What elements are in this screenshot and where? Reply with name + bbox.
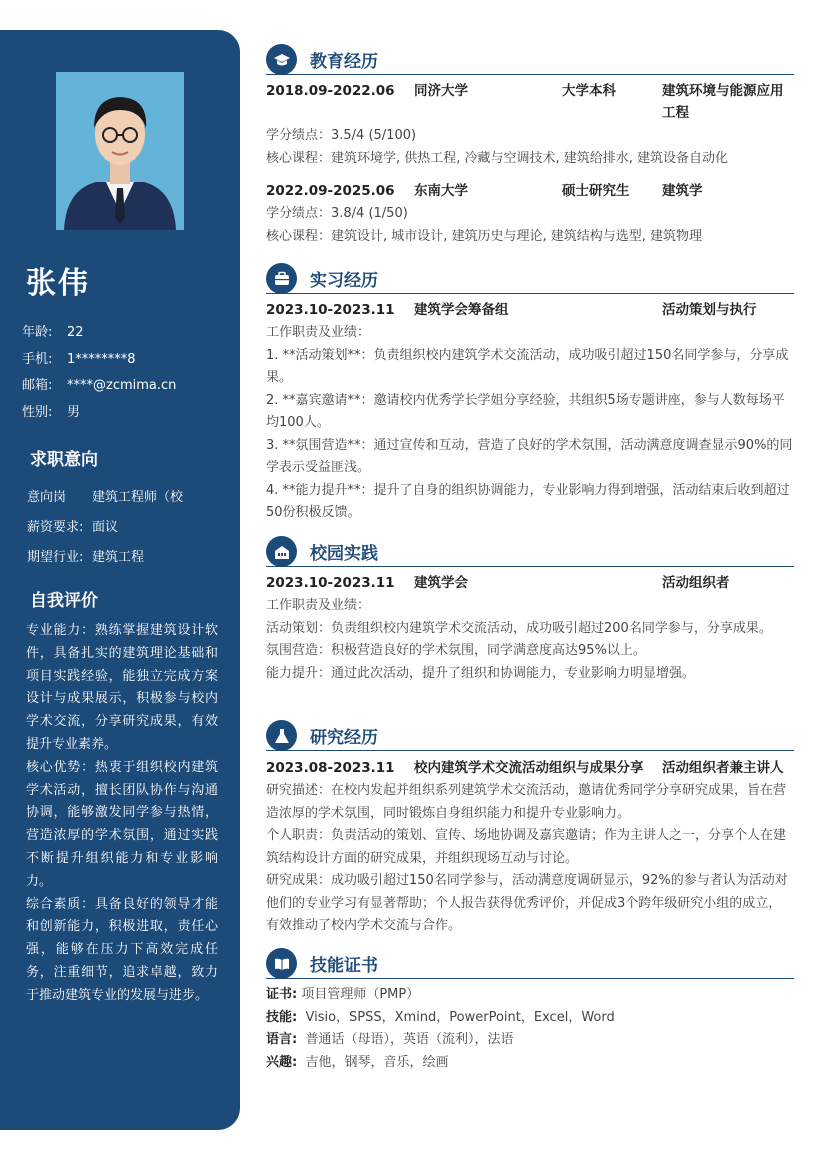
industry-row bbox=[27, 543, 183, 573]
entry-school: 同济大学 bbox=[414, 83, 468, 99]
phone-value: 1********8 bbox=[67, 351, 136, 367]
age-row bbox=[22, 320, 176, 347]
hobby-label: 兴趣: bbox=[266, 1054, 298, 1070]
briefcase-icon bbox=[266, 263, 297, 294]
detail-line: 个人职责：负责活动的策划、宣传、场地协调及嘉宾邀请；作为主讲人之一，分享个人在建筑结构设计方面的研究成果，并组织现场互动与讨论。 bbox=[266, 828, 787, 866]
cert-value: 项目管理师（PMP） bbox=[301, 987, 420, 1002]
gender-value: 男 bbox=[67, 404, 81, 420]
cert-row bbox=[266, 984, 615, 1007]
entry-major: 建筑学 bbox=[662, 183, 703, 199]
entry-date: 2023.10-2023.11 bbox=[266, 302, 395, 318]
industry-label: 期望行业: bbox=[27, 550, 84, 565]
hobby-row bbox=[266, 1052, 615, 1075]
detail-line: 1. **活动策划**：负责组织校内建筑学术交流活动，成功吸引超过150名同学参与，分享成果。 bbox=[266, 347, 789, 385]
detail-line: 4. **能力提升**：提升了自身的组织协调能力，专业影响力得到增强，活动结束后收到超过50份积极反馈。 bbox=[266, 482, 790, 520]
basic-info bbox=[22, 320, 176, 426]
campus-header bbox=[266, 534, 794, 567]
language-value: 普通话（母语），英语（流利），法语 bbox=[305, 1032, 514, 1047]
gpa-text: 学分绩点：3.8/4 (1/50) bbox=[266, 206, 408, 221]
internship-details bbox=[266, 322, 794, 525]
education-title: 教育经历 bbox=[310, 52, 378, 72]
entry-role: 活动策划与执行 bbox=[662, 302, 757, 318]
entry-role: 活动组织者兼主讲人 bbox=[662, 760, 784, 776]
age-label: 年龄: bbox=[22, 325, 53, 340]
salary-row bbox=[27, 513, 183, 543]
entry-org: 建筑学会筹备组 bbox=[414, 302, 509, 318]
position-label: 意向岗 bbox=[27, 490, 67, 505]
internship-header bbox=[266, 261, 794, 294]
research-details bbox=[266, 780, 794, 938]
campus-title: 校园实践 bbox=[310, 544, 378, 564]
courses-text: 核心课程：建筑设计, 城市设计, 建筑历史与理论, 建筑结构与选型, 建筑物理 bbox=[266, 228, 703, 244]
detail-line: 工作职责及业绩： bbox=[266, 598, 371, 613]
entry-date: 2022.09-2025.06 bbox=[266, 183, 395, 199]
profile-photo bbox=[56, 72, 184, 230]
self-eval-text bbox=[26, 620, 218, 1008]
self-eval-paragraph: 专业能力：熟练掌握建筑设计软件，具备扎实的建筑理论基础和项目实践经验，能独立完成方案设计与成果展示，积极参与校内学术交流，分享研究成果，有效提升专业素养。 bbox=[26, 623, 218, 752]
detail-line: 活动策划：负责组织校内建筑学术交流活动，成功吸引超过200名同学参与，分享成果。 bbox=[266, 620, 772, 636]
self-eval-paragraph: 综合素质：具备良好的领导才能和创新能力，积极进取，责任心强，能够在压力下高效完成任务，注重细节，追求卓越，致力于推动建筑专业的发展与进步。 bbox=[26, 896, 218, 1003]
building-icon bbox=[266, 536, 297, 567]
detail-line: 3. **氛围营造**：通过宣传和互动，营造了良好的学术氛围，活动满意度调查显示90%的同学表示受益匪浅。 bbox=[266, 437, 793, 475]
detail-line: 氛围营造：积极营造良好的学术氛围，同学满意度高达95%以上。 bbox=[266, 643, 646, 658]
entry-major: 建筑环境与能源应用 bbox=[662, 83, 784, 99]
detail-line: 工作职责及业绩： bbox=[266, 325, 371, 340]
detail-line: 研究成果：成功吸引超过150名同学参与，活动满意度调研显示，92%的参与者认为活动对他们的专业学习有显著帮助；个人报告获得优秀评价，并促成3个跨年级研究小组的成立，有效推动了校内学术交流与合作。 bbox=[266, 873, 788, 933]
email-row bbox=[22, 373, 176, 400]
entry-date: 2018.09-2022.06 bbox=[266, 83, 395, 99]
detail-line: 能力提升：通过此次活动，提升了组织和协调能力，专业影响力明显增强。 bbox=[266, 665, 696, 681]
position-value: 建筑工程师（校 bbox=[92, 490, 184, 505]
skills-title: 技能证书 bbox=[310, 956, 378, 976]
entry-project: 校内建筑学术交流活动组织与成果分享 bbox=[414, 760, 644, 776]
skills-list bbox=[266, 984, 615, 1074]
phone-label: 手机: bbox=[22, 351, 53, 367]
language-row bbox=[266, 1029, 615, 1052]
entry-major-cont: 工程 bbox=[662, 105, 689, 121]
research-title: 研究经历 bbox=[310, 728, 378, 748]
entry-date: 2023.10-2023.11 bbox=[266, 575, 395, 591]
skill-label: 技能: bbox=[266, 1009, 298, 1025]
intent-title: 求职意向 bbox=[30, 450, 98, 470]
education-header bbox=[266, 42, 794, 75]
gender-label: 性别: bbox=[22, 404, 53, 420]
skill-row bbox=[266, 1007, 615, 1030]
gpa-text: 学分绩点：3.5/4 (5/100) bbox=[266, 128, 417, 143]
hobby-value: 吉他，钢琴，音乐，绘画 bbox=[305, 1054, 449, 1070]
language-label: 语言: bbox=[266, 1032, 298, 1047]
graduation-cap-icon bbox=[266, 44, 297, 75]
education-details bbox=[266, 203, 794, 248]
position-row bbox=[27, 483, 183, 513]
entry-role: 活动组织者 bbox=[662, 575, 730, 591]
self-eval-paragraph: 核心优势：热衷于组织校内建筑学术活动，擅长团队协作与沟通协调，能够激发同学参与热情，营造浓厚的学术氛围，通过实践不断提升组织能力和专业影响力。 bbox=[26, 759, 218, 889]
entry-date: 2023.08-2023.11 bbox=[266, 760, 395, 776]
sidebar bbox=[0, 30, 240, 1130]
entry-degree: 大学本科 bbox=[562, 83, 616, 99]
gender-row bbox=[22, 400, 176, 427]
job-intent bbox=[27, 483, 183, 573]
entry-degree: 硕士研究生 bbox=[562, 183, 630, 199]
skills-header bbox=[266, 946, 794, 979]
courses-text: 核心课程：建筑环境学, 供热工程, 冷藏与空调技术, 建筑给排水, 建筑设备自动化 bbox=[266, 150, 729, 166]
self-eval-title: 自我评价 bbox=[30, 591, 98, 611]
book-icon bbox=[266, 948, 297, 979]
education-details bbox=[266, 125, 794, 170]
detail-line: 研究描述：在校内发起并组织系列建筑学术交流活动，邀请优秀同学分享研究成果，旨在营造浓厚的学术氛围，同时锻炼自身组织能力和提升专业影响力。 bbox=[266, 783, 787, 821]
campus-details bbox=[266, 595, 794, 685]
phone-row bbox=[22, 347, 176, 374]
salary-label: 薪资要求: bbox=[27, 520, 84, 535]
salary-value: 面议 bbox=[92, 520, 119, 535]
skill-value: Visio，SPSS，Xmind，PowerPoint，Excel，Word bbox=[305, 1009, 615, 1025]
industry-value: 建筑工程 bbox=[92, 550, 145, 565]
email-value: ****@zcmima.cn bbox=[67, 378, 177, 393]
age-value: 22 bbox=[67, 325, 84, 340]
entry-org: 建筑学会 bbox=[414, 575, 468, 591]
internship-title: 实习经历 bbox=[310, 271, 378, 291]
email-label: 邮箱: bbox=[22, 378, 53, 393]
person-name: 张伟 bbox=[26, 266, 90, 301]
cert-label: 证书: bbox=[266, 987, 298, 1002]
entry-school: 东南大学 bbox=[414, 183, 468, 199]
research-header bbox=[266, 718, 794, 751]
flask-icon bbox=[266, 720, 297, 751]
detail-line: 2. **嘉宾邀请**：邀请校内优秀学长学姐分享经验，共组织5场专题讲座，参与人数每场平均100人。 bbox=[266, 392, 785, 430]
